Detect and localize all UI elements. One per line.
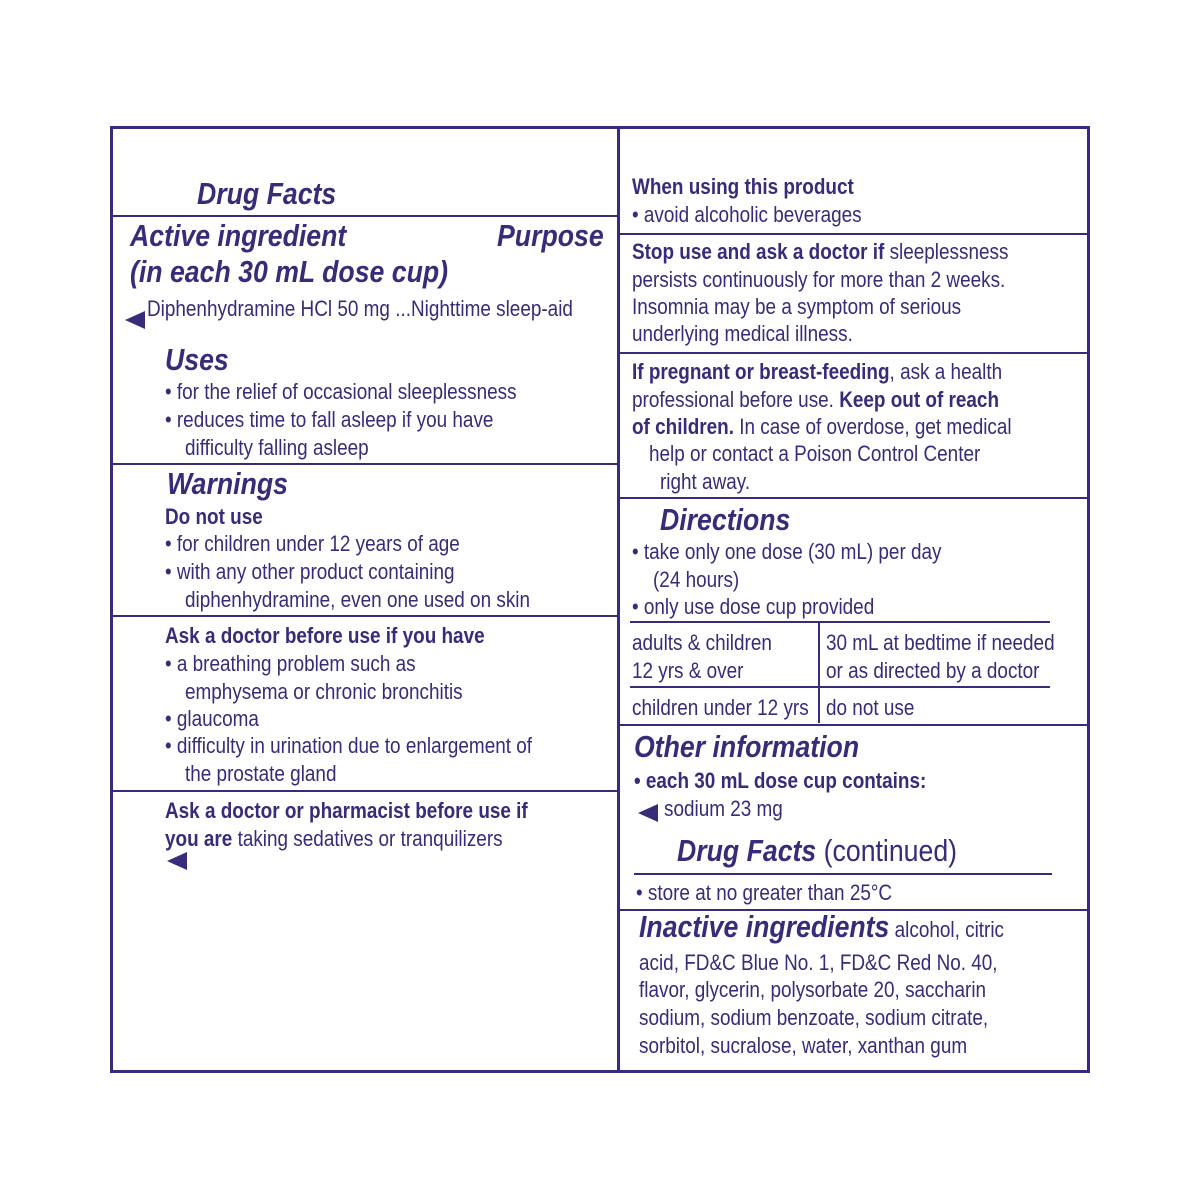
table-cell-who: children under 12 yrs xyxy=(632,695,809,720)
left-arrow-icon xyxy=(638,804,658,822)
pregnant-line2 xyxy=(632,386,999,413)
do-not-use-item: diphenhydramine, even one used on skin xyxy=(185,587,531,612)
dose-cup-subheading: (in each 30 mL dose cup) xyxy=(130,254,449,289)
active-ingredient-line xyxy=(147,295,573,322)
uses-heading: Uses xyxy=(165,342,229,377)
overdose-text: In case of overdose, get medical xyxy=(733,414,1012,439)
pregnant-divider xyxy=(620,497,1087,499)
ingredient-dots: ... xyxy=(395,296,411,321)
uses-divider xyxy=(113,463,617,465)
purpose-heading: Purpose xyxy=(497,218,604,253)
ingredient-purpose: Nighttime sleep-aid xyxy=(410,296,573,321)
table-cell-dose: 30 mL at bedtime if needed xyxy=(826,630,1055,655)
directions-item: • take only one dose (30 mL) per day xyxy=(632,539,942,564)
ask-pharmacist-line1: Ask a doctor or pharmacist before use if xyxy=(165,798,528,823)
left-arrow-icon xyxy=(167,852,187,870)
do-not-use-heading: Do not use xyxy=(165,504,263,529)
inactive-line: acid, FD&C Blue No. 1, FD&C Red No. 40, xyxy=(639,950,998,975)
uses-item: difficulty falling asleep xyxy=(185,435,369,460)
pregnant-line5: right away. xyxy=(660,469,751,494)
drug-facts-continued xyxy=(677,833,957,869)
ask-doctor-item: • a breathing problem such as xyxy=(165,651,416,676)
stop-use-line: persists continuously for more than 2 weeks. xyxy=(632,267,1006,292)
do-not-use-item: • for children under 12 years of age xyxy=(165,531,460,556)
ask-pharmacist-bold: you are xyxy=(165,826,233,851)
stop-use-line: underlying medical illness. xyxy=(632,321,853,346)
continued-title: Drug Facts xyxy=(677,833,817,868)
directions-item: (24 hours) xyxy=(653,567,740,592)
inactive-line1 xyxy=(639,909,1005,944)
stop-use-bold: Stop use and ask a doctor if xyxy=(632,239,885,264)
table-cell-dose: or as directed by a doctor xyxy=(826,658,1040,683)
table-column-divider xyxy=(818,621,820,723)
pregnant-professional: professional before use. xyxy=(632,387,840,412)
table-cell-dose: do not use xyxy=(826,695,915,720)
when-using-divider xyxy=(620,233,1087,235)
inactive-line: sorbitol, sucralose, water, xanthan gum xyxy=(639,1033,968,1058)
continued-suffix: (continued) xyxy=(816,833,958,868)
inactive-heading: Inactive ingredients xyxy=(639,909,890,944)
stop-use-line1 xyxy=(632,238,1008,265)
inactive-line: sodium, sodium benzoate, sodium citrate, xyxy=(639,1005,989,1030)
directions-heading: Directions xyxy=(660,502,791,537)
ask-doctor-heading: Ask a doctor before use if you have xyxy=(165,623,485,648)
when-using-item: • avoid alcoholic beverages xyxy=(632,202,862,227)
active-ingredient-heading: Active ingredient xyxy=(130,218,347,253)
pregnant-line3 xyxy=(632,413,1012,440)
ingredient-name: Diphenhydramine HCl 50 mg xyxy=(147,296,390,321)
pregnant-rest: , ask a health xyxy=(889,359,1003,384)
sodium-content: sodium 23 mg xyxy=(664,796,783,821)
ask-doctor-divider xyxy=(113,790,617,792)
left-arrow-icon xyxy=(125,311,145,329)
ask-doctor-item: the prostate gland xyxy=(185,761,337,786)
pregnant-line1 xyxy=(632,358,1002,385)
uses-item: • reduces time to fall asleep if you have xyxy=(165,407,494,432)
storage-item: • store at no greater than 25°C xyxy=(636,880,893,905)
uses-item: • for the relief of occasional sleeplessness xyxy=(165,379,517,404)
table-top-border xyxy=(630,621,1050,623)
warnings-heading: Warnings xyxy=(167,466,288,501)
title-divider xyxy=(113,215,617,217)
when-using-heading: When using this product xyxy=(632,174,854,199)
do-not-use-item: • with any other product containing xyxy=(165,559,455,584)
ask-doctor-item: emphysema or chronic bronchitis xyxy=(185,679,463,704)
keep-out-bold: Keep out of reach xyxy=(839,387,1000,412)
table-cell-who: adults & children xyxy=(632,630,772,655)
stop-use-divider xyxy=(620,352,1087,354)
left-column xyxy=(113,129,617,1070)
drug-facts-panel xyxy=(110,126,1090,1073)
pregnant-bold: If pregnant or breast-feeding xyxy=(632,359,890,384)
dose-cup-contains: • each 30 mL dose cup contains: xyxy=(634,768,927,793)
other-information-heading: Other information xyxy=(634,729,860,764)
inactive-first: alcohol, citric xyxy=(889,917,1005,942)
ask-pharmacist-rest: taking sedatives or tranquilizers xyxy=(232,826,503,851)
directions-divider xyxy=(620,724,1087,726)
stop-use-line: Insomnia may be a symptom of serious xyxy=(632,294,962,319)
do-not-use-divider xyxy=(113,615,617,617)
ask-doctor-item: • glaucoma xyxy=(165,706,259,731)
of-children-bold: of children. xyxy=(632,414,734,439)
ask-doctor-item: • difficulty in urination due to enlargement of xyxy=(165,733,533,758)
inactive-line: flavor, glycerin, polysorbate 20, saccharin xyxy=(639,977,987,1002)
right-column xyxy=(617,129,1087,1070)
table-cell-who: 12 yrs & over xyxy=(632,658,744,683)
pregnant-line4: help or contact a Poison Control Center xyxy=(649,441,981,466)
table-row-divider xyxy=(630,686,1050,688)
stop-use-rest: sleeplessness xyxy=(884,239,1009,264)
drug-facts-title: Drug Facts xyxy=(197,176,337,211)
continued-divider xyxy=(634,873,1052,875)
ask-pharmacist-line2 xyxy=(165,825,503,852)
directions-item: • only use dose cup provided xyxy=(632,594,875,619)
